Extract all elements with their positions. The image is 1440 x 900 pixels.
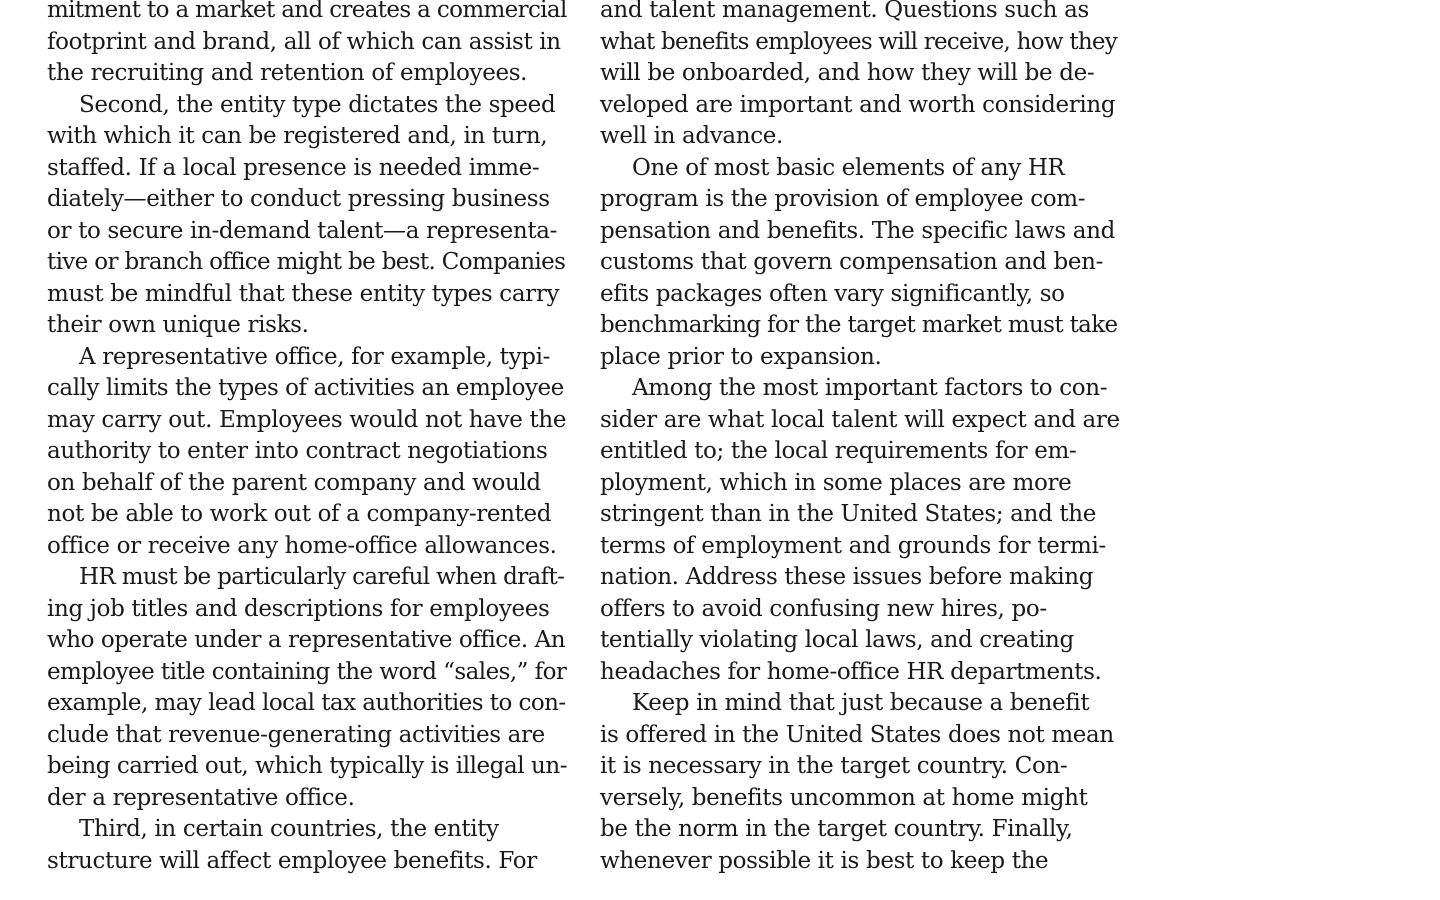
text-line: staffed. If a local presence is needed imme- bbox=[47, 154, 540, 181]
text-line: cally limits the types of activities an employee bbox=[47, 375, 564, 401]
text-line: employee title containing the word “sales,” for bbox=[47, 658, 567, 685]
text-line: may carry out. Employees would not have the bbox=[47, 406, 567, 433]
text-line: Keep in mind that just because a benefit bbox=[632, 690, 1090, 716]
text-line: efits packages often vary significantly, so bbox=[600, 280, 1065, 307]
text-line: with which it can be registered and, in turn, bbox=[47, 123, 548, 149]
text-line: or to secure in-demand talent—a representa- bbox=[47, 217, 558, 244]
text-line: whenever possible it is best to keep the bbox=[600, 847, 1049, 874]
right-text-column bbox=[600, 0, 1120, 877]
text-line: the recruiting and retention of employees. bbox=[47, 60, 528, 86]
text-line: tentially violating local laws, and creating bbox=[600, 627, 1074, 653]
text-line: place prior to expansion. bbox=[600, 343, 882, 370]
text-line: ployment, which in some places are more bbox=[600, 469, 1072, 496]
text-line: veloped are important and worth considering bbox=[600, 91, 1116, 118]
text-line: pensation and benefits. The specific laws and bbox=[600, 217, 1115, 244]
text-line: it is necessary in the target country. Con- bbox=[600, 753, 1068, 779]
text-line: will be onboarded, and how they will be de- bbox=[600, 60, 1095, 86]
text-line: mitment to a market and creates a commercial bbox=[47, 0, 567, 23]
text-line: their own unique risks. bbox=[47, 312, 309, 338]
text-line: authority to enter into contract negotiations bbox=[47, 438, 548, 464]
text-line: terms of employment and grounds for termi- bbox=[600, 532, 1106, 559]
left-text-column bbox=[47, 0, 567, 877]
text-line: not be able to work out of a company-rented bbox=[47, 501, 552, 527]
text-line: program is the provision of employee com- bbox=[600, 186, 1086, 212]
text-line: be the norm in the target country. Finally, bbox=[600, 816, 1073, 842]
text-line: structure will affect employee benefits. For bbox=[47, 847, 537, 874]
text-line: ing job titles and descriptions for employees bbox=[47, 595, 550, 622]
text-line: sider are what local talent will expect and are bbox=[600, 406, 1120, 433]
text-line: office or receive any home-office allowances. bbox=[47, 532, 557, 559]
text-line: example, may lead local tax authorities to con- bbox=[47, 690, 566, 716]
text-line: der a representative office. bbox=[47, 784, 355, 811]
text-line: on behalf of the parent company and would bbox=[47, 469, 541, 496]
text-line: diately—either to conduct pressing business bbox=[47, 186, 550, 212]
text-line: is offered in the United States does not mean bbox=[600, 721, 1114, 748]
text-line: Second, the entity type dictates the speed bbox=[79, 91, 556, 118]
text-line: customs that govern compensation and ben- bbox=[600, 249, 1104, 275]
text-line: versely, benefits uncommon at home might bbox=[600, 784, 1088, 811]
text-line: Among the most important factors to con- bbox=[632, 375, 1108, 401]
text-line: and talent management. Questions such as bbox=[600, 0, 1089, 23]
text-line: benchmarking for the target market must take bbox=[600, 312, 1118, 338]
text-line: HR must be particularly careful when draft- bbox=[79, 564, 565, 590]
text-line: A representative office, for example, typi- bbox=[79, 343, 551, 370]
text-line: footprint and brand, all of which can assist in bbox=[47, 28, 561, 55]
text-line: what benefits employees will receive, how they bbox=[600, 28, 1117, 55]
text-line: entitled to; the local requirements for em- bbox=[600, 438, 1077, 464]
text-line: offers to avoid confusing new hires, po- bbox=[600, 595, 1047, 622]
text-line: clude that revenue-generating activities are bbox=[47, 721, 545, 748]
text-line: stringent than in the United States; and the bbox=[600, 501, 1096, 527]
text-line: must be mindful that these entity types carry bbox=[47, 280, 560, 307]
text-line: being carried out, which typically is illegal un- bbox=[47, 753, 568, 779]
text-line: nation. Address these issues before making bbox=[600, 564, 1094, 590]
text-line: Third, in certain countries, the entity bbox=[79, 816, 499, 842]
text-line: well in advance. bbox=[600, 123, 783, 149]
text-line: headaches for home-office HR departments. bbox=[600, 658, 1102, 685]
text-line: One of most basic elements of any HR bbox=[632, 154, 1065, 181]
text-line: who operate under a representative office. An bbox=[47, 627, 566, 653]
text-line: tive or branch office might be best. Companies bbox=[47, 249, 566, 275]
